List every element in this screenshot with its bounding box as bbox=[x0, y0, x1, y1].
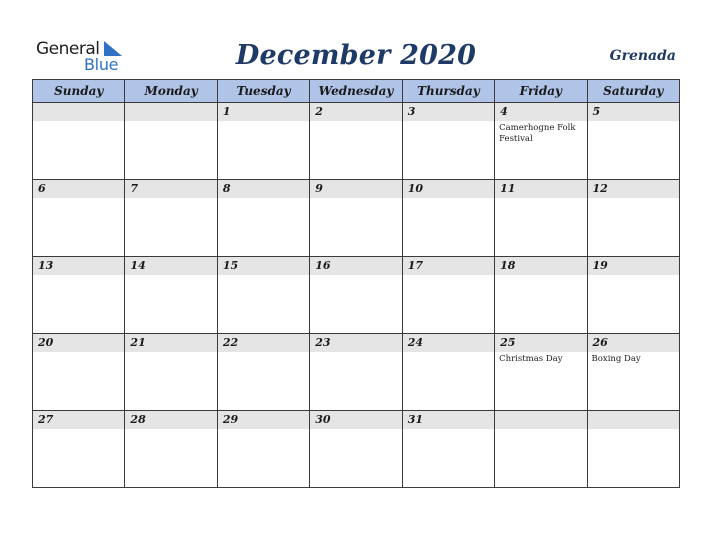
week-row bbox=[33, 180, 680, 257]
weekday-header: Friday bbox=[495, 80, 587, 103]
day-cell[interactable] bbox=[217, 180, 309, 257]
day-number: 4 bbox=[495, 103, 586, 121]
holiday-event bbox=[403, 198, 494, 200]
weekday-header: Saturday bbox=[587, 80, 679, 103]
day-cell[interactable] bbox=[495, 103, 587, 180]
holiday-event bbox=[310, 429, 401, 431]
holiday-event bbox=[588, 429, 679, 431]
day-cell[interactable] bbox=[217, 103, 309, 180]
day-number: 20 bbox=[33, 334, 124, 352]
holiday-event bbox=[33, 429, 124, 431]
day-cell[interactable] bbox=[495, 257, 587, 334]
day-number bbox=[588, 411, 679, 429]
day-number: 24 bbox=[403, 334, 494, 352]
holiday-event bbox=[125, 275, 216, 277]
day-number bbox=[495, 411, 586, 429]
day-cell[interactable] bbox=[495, 334, 587, 411]
holiday-event: Christmas Day bbox=[499, 354, 563, 364]
holiday-event bbox=[125, 352, 216, 354]
holiday-event bbox=[218, 275, 309, 277]
day-cell[interactable] bbox=[33, 334, 125, 411]
day-cell[interactable] bbox=[310, 103, 402, 180]
day-cell[interactable] bbox=[125, 103, 217, 180]
day-number: 17 bbox=[403, 257, 494, 275]
day-number: 5 bbox=[588, 103, 679, 121]
holiday-event bbox=[588, 121, 679, 123]
day-number: 30 bbox=[310, 411, 401, 429]
calendar-grid bbox=[32, 79, 680, 488]
day-number: 6 bbox=[33, 180, 124, 198]
week-row bbox=[33, 103, 680, 180]
day-cell[interactable] bbox=[33, 257, 125, 334]
holiday-event bbox=[495, 198, 586, 200]
holiday-event bbox=[125, 198, 216, 200]
day-cell[interactable] bbox=[310, 411, 402, 488]
weekday-header: Monday bbox=[125, 80, 217, 103]
day-cell[interactable] bbox=[310, 257, 402, 334]
day-cell[interactable] bbox=[587, 180, 679, 257]
calendar-body bbox=[33, 103, 680, 488]
day-cell[interactable] bbox=[310, 180, 402, 257]
weekday-header: Tuesday bbox=[217, 80, 309, 103]
day-number: 3 bbox=[403, 103, 494, 121]
day-number: 8 bbox=[218, 180, 309, 198]
weekday-header-row bbox=[33, 80, 680, 103]
holiday-event bbox=[588, 198, 679, 200]
day-number: 31 bbox=[403, 411, 494, 429]
holiday-event bbox=[403, 121, 494, 123]
day-cell[interactable] bbox=[402, 103, 494, 180]
day-cell[interactable] bbox=[33, 411, 125, 488]
day-number: 19 bbox=[588, 257, 679, 275]
day-cell[interactable] bbox=[587, 103, 679, 180]
holiday-event bbox=[588, 275, 679, 277]
holiday-event bbox=[403, 429, 494, 431]
holiday-event bbox=[495, 275, 586, 277]
day-number: 15 bbox=[218, 257, 309, 275]
day-cell[interactable] bbox=[587, 334, 679, 411]
day-cell[interactable] bbox=[310, 334, 402, 411]
day-cell[interactable] bbox=[125, 180, 217, 257]
holiday-event bbox=[218, 121, 309, 123]
day-number: 2 bbox=[310, 103, 401, 121]
day-number: 16 bbox=[310, 257, 401, 275]
logo-text-blue: Blue bbox=[84, 55, 119, 74]
holiday-event bbox=[33, 275, 124, 277]
day-cell[interactable] bbox=[217, 411, 309, 488]
day-number bbox=[33, 103, 124, 121]
holiday-event bbox=[218, 352, 309, 354]
day-number: 11 bbox=[495, 180, 586, 198]
day-number: 14 bbox=[125, 257, 216, 275]
holiday-event bbox=[310, 121, 401, 123]
day-number: 28 bbox=[125, 411, 216, 429]
holiday-event bbox=[310, 275, 401, 277]
holiday-event bbox=[33, 121, 124, 123]
day-number: 29 bbox=[218, 411, 309, 429]
day-number: 23 bbox=[310, 334, 401, 352]
day-cell[interactable] bbox=[402, 180, 494, 257]
weekday-header: Thursday bbox=[402, 80, 494, 103]
day-number: 13 bbox=[33, 257, 124, 275]
week-row bbox=[33, 257, 680, 334]
day-cell[interactable] bbox=[125, 334, 217, 411]
day-number: 9 bbox=[310, 180, 401, 198]
day-number: 1 bbox=[218, 103, 309, 121]
week-row bbox=[33, 334, 680, 411]
day-number: 27 bbox=[33, 411, 124, 429]
day-cell[interactable] bbox=[587, 411, 679, 488]
day-cell[interactable] bbox=[495, 411, 587, 488]
holiday-event bbox=[218, 198, 309, 200]
holiday-event bbox=[33, 352, 124, 354]
holiday-event: Boxing Day bbox=[591, 354, 641, 364]
day-cell[interactable] bbox=[33, 180, 125, 257]
day-cell[interactable] bbox=[125, 411, 217, 488]
holiday-event bbox=[403, 275, 494, 277]
holiday-event bbox=[310, 352, 401, 354]
holiday-event bbox=[495, 429, 586, 431]
day-number: 22 bbox=[218, 334, 309, 352]
day-cell[interactable] bbox=[402, 411, 494, 488]
weekday-header: Wednesday bbox=[310, 80, 402, 103]
holiday-event bbox=[125, 121, 216, 123]
day-cell[interactable] bbox=[587, 257, 679, 334]
holiday-event bbox=[218, 429, 309, 431]
week-row bbox=[33, 411, 680, 488]
day-number: 26 bbox=[588, 334, 679, 352]
day-number: 18 bbox=[495, 257, 586, 275]
day-cell[interactable] bbox=[217, 257, 309, 334]
day-number: 10 bbox=[403, 180, 494, 198]
day-cell[interactable] bbox=[125, 257, 217, 334]
logo-text-general: General bbox=[36, 39, 100, 59]
day-cell[interactable] bbox=[495, 180, 587, 257]
weekday-header: Sunday bbox=[33, 80, 125, 103]
day-cell[interactable] bbox=[402, 257, 494, 334]
holiday-event bbox=[125, 429, 216, 431]
day-cell[interactable] bbox=[217, 334, 309, 411]
day-number: 12 bbox=[588, 180, 679, 198]
holiday-event: Camerhogne Folk Festival bbox=[499, 123, 576, 144]
day-number: 7 bbox=[125, 180, 216, 198]
day-number bbox=[125, 103, 216, 121]
holiday-event bbox=[33, 198, 124, 200]
holiday-event bbox=[310, 198, 401, 200]
calendar-title: December 2020 bbox=[235, 40, 477, 71]
holiday-event bbox=[403, 352, 494, 354]
country-name: Grenada bbox=[609, 48, 676, 64]
day-cell[interactable] bbox=[33, 103, 125, 180]
day-number: 25 bbox=[495, 334, 586, 352]
day-cell[interactable] bbox=[402, 334, 494, 411]
day-number: 21 bbox=[125, 334, 216, 352]
